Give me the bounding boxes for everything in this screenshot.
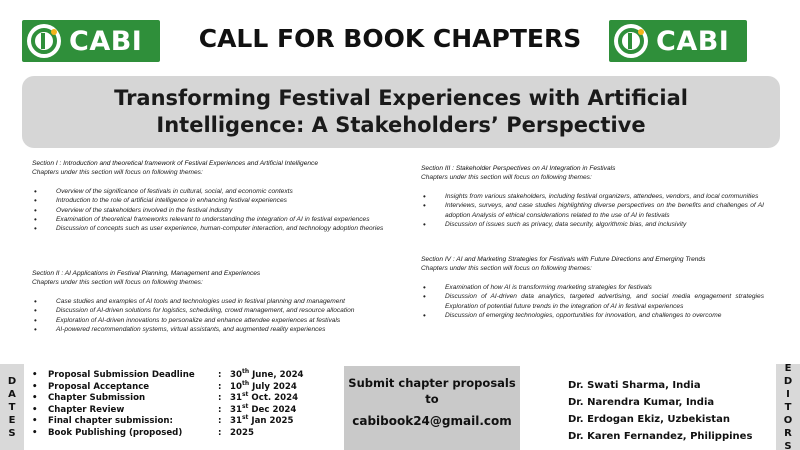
date-label: Final chapter submission: <box>48 416 173 426</box>
theme-item: • Exploration of AI-driven innovations to personalize and enhance attendee experiences at festivals <box>32 316 410 325</box>
theme-item: • Discussion of concepts such as user experience, human-computer interaction, and technology adoption theories <box>32 224 410 233</box>
date-ordinal: th <box>241 368 250 376</box>
side-label-letter: E <box>8 414 16 426</box>
side-label-letter: R <box>784 427 792 439</box>
date-row <box>32 416 342 428</box>
cabi-logo-mark-icon <box>27 24 61 58</box>
date-label: Book Publishing (proposed) <box>48 427 183 438</box>
side-label-letter: D <box>783 375 793 387</box>
theme-item: • Examination of theoretical frameworks relevant to understanding the integration of AI in festival experiences <box>32 215 410 224</box>
theme-item: • Discussion of AI-driven solutions for logistics, scheduling, crowd management, and resource allocation <box>32 306 410 315</box>
page-heading: CALL FOR BOOK CHAPTERS <box>198 24 582 53</box>
date-separator: : <box>218 416 222 426</box>
section-1 <box>32 159 410 234</box>
date-row <box>32 370 342 382</box>
cabi-logo-text: CABI <box>69 25 143 57</box>
bullet-icon: • <box>32 404 38 415</box>
section-heading: Section IV : AI and Marketing Strategies for Festivals with Future Directions and Emerging Trends <box>421 256 706 263</box>
date-label: Proposal Submission Deadline <box>48 370 195 380</box>
date-rest: Dec 2024 <box>248 404 297 415</box>
date-day: 31 <box>230 393 242 403</box>
date-value <box>230 428 254 440</box>
theme-item: • Interviews, surveys, and case studies highlighting diverse perspectives on the benefits and challenges of AI adoption Analysis of ethical considerations related to the use of AI in festivals <box>421 201 764 220</box>
side-label-letter: S <box>784 440 792 450</box>
bullet-icon: • <box>32 393 38 403</box>
side-label-letter: T <box>8 401 16 413</box>
date-row <box>32 379 342 394</box>
date-separator: : <box>218 427 222 438</box>
date-ordinal: st <box>241 414 249 422</box>
side-label-letter: E <box>784 362 792 374</box>
date-day: 31 <box>230 416 242 426</box>
theme-item: • Overview of the stakeholders involved in the festival industry <box>32 206 410 215</box>
date-value <box>230 416 293 428</box>
date-separator: : <box>218 393 222 403</box>
section-heading: Section III : Stakeholder Perspectives on AI Integration in Festivals <box>421 165 616 172</box>
theme-list <box>421 192 764 230</box>
submission-box <box>344 366 520 450</box>
date-value <box>230 379 297 394</box>
side-label-letter: A <box>8 388 16 400</box>
section-subheading: Chapters under this section will focus on following themes: <box>421 265 592 273</box>
date-row <box>32 402 342 417</box>
section-heading: Section I : Introduction and theoretical framework of Festival Experiences and Artificial Intelligence <box>32 160 318 167</box>
date-rest: Jan 2025 <box>248 416 294 426</box>
section-3 <box>421 164 764 229</box>
bullet-icon: • <box>32 416 38 426</box>
date-rest: July 2024 <box>249 381 297 392</box>
section-heading: Section II : AI Applications in Festival Planning, Management and Experiences <box>32 270 261 277</box>
date-day: 30 <box>230 370 242 380</box>
editors-side-label <box>776 364 800 450</box>
editors-list <box>568 377 773 445</box>
theme-item: • Case studies and examples of AI tools and technologies used in festival planning and management <box>32 297 410 306</box>
date-rest: Oct. 2024 <box>248 393 299 403</box>
side-label-letter: O <box>783 414 793 426</box>
section-2 <box>32 269 410 334</box>
theme-item: • Introduction to the role of artificial intelligence in enhancing festival experiences <box>32 196 410 205</box>
theme-list <box>421 283 764 321</box>
date-separator: : <box>218 370 222 380</box>
date-value <box>230 402 297 417</box>
theme-item: • AI-powered recommendation systems, virtual assistants, and augmented reality experiences <box>32 325 410 334</box>
editor-name: Dr. Swati Sharma, India <box>568 380 701 391</box>
date-row <box>32 393 342 405</box>
date-day: 31 <box>230 404 242 415</box>
submit-instruction: Submit chapter proposals <box>348 376 516 390</box>
editor-name: Dr. Erdogan Ekiz, Uzbekistan <box>568 414 730 425</box>
bullet-icon: • <box>32 381 38 392</box>
theme-list <box>32 297 410 335</box>
date-day: 2025 <box>230 427 254 438</box>
date-row <box>32 428 342 440</box>
date-separator: : <box>218 381 222 392</box>
submit-to: to <box>425 392 439 406</box>
date-day: 10 <box>230 381 242 392</box>
editor-name: Dr. Karen Fernandez, Philippines <box>568 431 753 442</box>
date-ordinal: st <box>241 391 249 399</box>
date-label: Proposal Acceptance <box>48 381 150 392</box>
date-rest: June, 2024 <box>249 370 304 380</box>
book-title: Transforming Festival Experiences with Artificial Intelligence: A Stakeholders’ Perspective <box>114 86 688 137</box>
theme-item: • Overview of the significance of festivals in cultural, social, and economic contexts <box>32 187 410 196</box>
side-label-letter: S <box>8 427 16 439</box>
theme-item: • Examination of how AI is transforming marketing strategies for festivals <box>421 283 764 292</box>
theme-item: • Discussion of AI-driven data analytics, targeted advertising, and social media engagement strategies Exploration of potential future trends in the integration of AI in festival experiences <box>421 292 764 311</box>
cabi-logo-mark-icon <box>614 24 648 58</box>
section-subheading: Chapters under this section will focus on following themes: <box>32 169 203 177</box>
bullet-icon: • <box>32 370 38 380</box>
section-4 <box>421 255 764 320</box>
side-label-letter: T <box>784 401 792 413</box>
side-label-letter: I <box>786 388 790 400</box>
theme-item: • Discussion of issues such as privacy, data security, algorithmic bias, and inclusivity <box>421 220 764 229</box>
bullet-icon: • <box>32 427 38 438</box>
side-label-letter: D <box>7 375 17 387</box>
section-subheading: Chapters under this section will focus on following themes: <box>32 279 203 287</box>
date-ordinal: st <box>241 402 249 410</box>
book-title-banner <box>22 76 780 148</box>
important-dates <box>32 370 342 439</box>
date-separator: : <box>218 404 222 415</box>
section-subheading: Chapters under this section will focus on following themes: <box>421 174 592 182</box>
editor-name: Dr. Narendra Kumar, India <box>568 397 715 408</box>
date-ordinal: th <box>241 379 250 387</box>
date-label: Chapter Submission <box>48 393 146 403</box>
submission-email[interactable]: cabibook24@gmail.com <box>352 414 512 428</box>
dates-side-label <box>0 364 24 450</box>
date-label: Chapter Review <box>48 404 125 415</box>
cabi-logo <box>609 20 747 62</box>
theme-item: • Insights from various stakeholders, including festival organizers, attendees, vendors, and local communities <box>421 192 764 201</box>
cabi-logo-text: CABI <box>656 25 730 57</box>
theme-list <box>32 187 410 234</box>
theme-item: • Discussion of emerging technologies, opportunities for innovation, and challenges to overcome <box>421 311 764 320</box>
cabi-logo <box>22 20 160 62</box>
date-value <box>230 393 298 405</box>
